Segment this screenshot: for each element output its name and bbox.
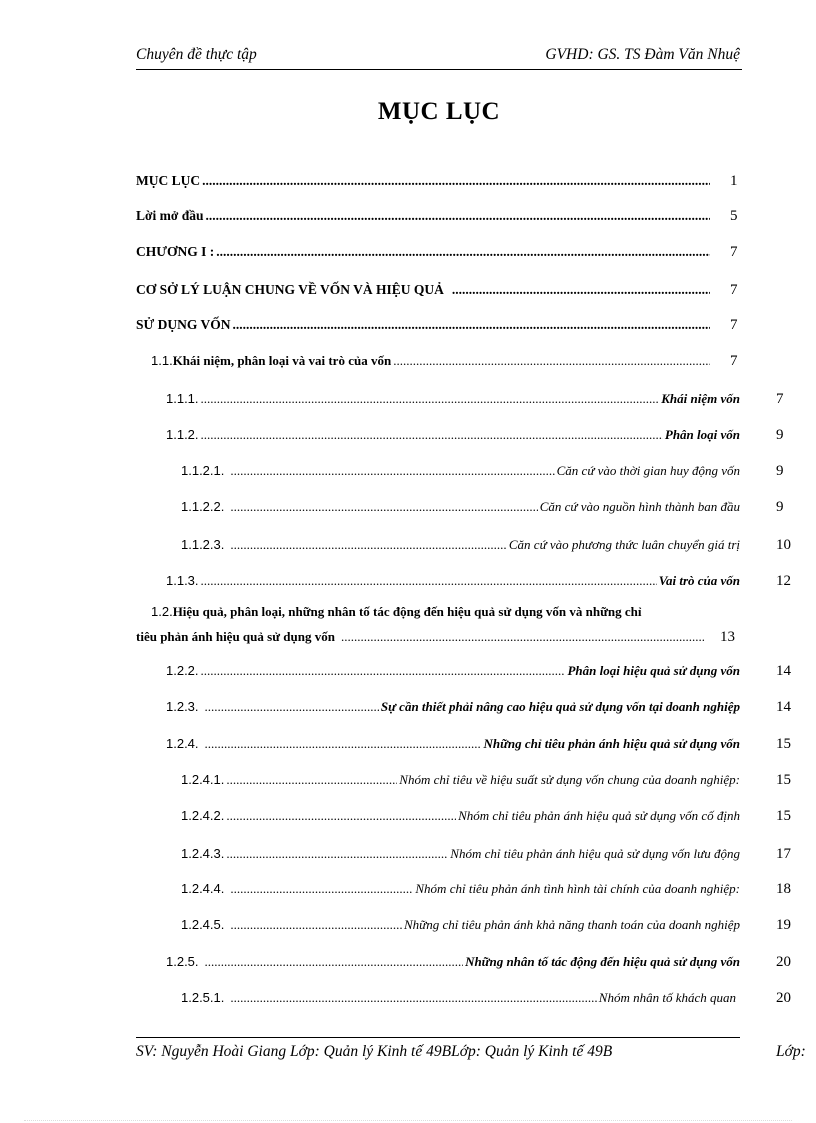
toc-entry[interactable]: 1.2.4. ..... Những chỉ tiêu phản ánh hiệu quả sử dụng vốn bbox=[166, 736, 740, 758]
toc-page: 7 bbox=[776, 391, 784, 407]
toc-page: 17 bbox=[776, 846, 791, 862]
header-rule bbox=[136, 69, 742, 70]
toc-entry[interactable]: CHƯƠNG I : ..... bbox=[136, 244, 712, 266]
toc-page: 1 bbox=[730, 173, 738, 189]
toc-page: 12 bbox=[776, 573, 791, 589]
toc-page: 7 bbox=[730, 317, 738, 333]
toc-page: 9 bbox=[776, 427, 784, 443]
toc-entry[interactable]: 1.2.4.2. ..... Nhóm chỉ tiêu phản ánh hiệu quả sử dụng vốn cố định bbox=[181, 808, 740, 830]
toc-entry[interactable]: 1.2.4.5. ..... Những chỉ tiêu phản ánh khả năng thanh toán của doanh nghiệp bbox=[181, 917, 740, 939]
page-bottom-border bbox=[24, 1120, 792, 1121]
header-right: GVHD: GS. TS Đàm Văn Nhuệ bbox=[545, 46, 740, 63]
toc-page: 9 bbox=[776, 463, 784, 479]
toc-page: 5 bbox=[730, 208, 738, 224]
page-title: MỤC LỤC bbox=[377, 98, 501, 125]
toc-page: 7 bbox=[730, 244, 738, 260]
toc-page: 18 bbox=[776, 881, 791, 897]
toc-page: 14 bbox=[776, 663, 791, 679]
toc-page: 15 bbox=[776, 808, 791, 824]
page-header bbox=[136, 46, 740, 68]
footer-right: Lớp: bbox=[776, 1043, 806, 1060]
toc-entry[interactable]: 1.1.2. ..... Phân loại vốn bbox=[166, 427, 740, 449]
toc-entry[interactable]: 1.2.4.1. ..... Nhóm chỉ tiêu về hiệu suất sử dụng vốn chung của doanh nghiệp: bbox=[181, 772, 740, 794]
toc-entry[interactable]: 1.1.1. ..... Khái niệm vốn bbox=[166, 391, 740, 413]
toc-page: 20 bbox=[776, 990, 791, 1006]
toc-entry[interactable]: 1.2. Hiệu quả, phân loại, những nhân tố tác động đến hiệu quả sử dụng vốn và những chỉ bbox=[151, 604, 642, 619]
toc-page: 7 bbox=[730, 282, 738, 298]
header-left: Chuyên đề thực tập bbox=[136, 46, 257, 63]
toc-page: 15 bbox=[776, 772, 791, 788]
toc-entry[interactable]: 1.2.5.1. ..... Nhóm nhân tố khách quan bbox=[181, 990, 736, 1012]
toc-entry[interactable]: 1.1.2.1. ..... Căn cứ vào thời gian huy động vốn bbox=[181, 463, 740, 485]
toc-page: 10 bbox=[776, 537, 791, 553]
toc-page: 14 bbox=[776, 699, 791, 715]
toc-entry[interactable]: 1.2.4.3. ..... Nhóm chỉ tiêu phản ánh hiệu quả sử dụng vốn lưu động bbox=[181, 846, 740, 868]
toc-page: 7 bbox=[730, 353, 738, 369]
toc-entry[interactable]: 1.2.4.4. ..... Nhóm chỉ tiêu phản ánh tình hình tài chính của doanh nghiệp: bbox=[181, 881, 740, 903]
toc-entry[interactable]: SỬ DỤNG VỐN ..... bbox=[136, 317, 712, 339]
toc-entry[interactable]: MỤC LỤC ..... bbox=[136, 173, 712, 195]
toc-page: 15 bbox=[776, 736, 791, 752]
toc-entry[interactable]: 1.1.2.3. ..... Căn cứ vào phương thức luân chuyển giá trị bbox=[181, 537, 740, 559]
toc-page: 13 bbox=[720, 629, 735, 645]
footer-left: SV: Nguyễn Hoài Giang Lớp: Quản lý Kinh tế 49BLớp: Quản lý Kinh tế 49B bbox=[136, 1043, 613, 1060]
toc-entry[interactable]: Lời mở đầu ..... bbox=[136, 208, 712, 230]
toc-entry[interactable]: 1.1. Khái niệm, phân loại và vai trò của vốn ..... bbox=[151, 353, 712, 375]
toc-entry[interactable]: 1.2.5. ..... Những nhân tố tác động đến hiệu quả sử dụng vốn bbox=[166, 954, 740, 976]
toc-entry[interactable]: 1.1.3. ..... Vai trò của vốn bbox=[166, 573, 740, 595]
toc-entry[interactable]: 1.2.2. ..... Phân loại hiệu quả sử dụng vốn bbox=[166, 663, 740, 685]
toc-entry-continuation[interactable]: tiêu phản ánh hiệu quả sử dụng vốn ..... bbox=[136, 629, 706, 651]
toc-entry[interactable]: CƠ SỞ LÝ LUẬN CHUNG VỀ VỐN VÀ HIỆU QUẢ ..... bbox=[136, 282, 712, 304]
toc-entry[interactable]: 1.1.2.2. ..... Căn cứ vào nguồn hình thành ban đầu bbox=[181, 499, 740, 521]
toc-entry[interactable]: 1.2.3. ..... Sự cần thiết phải nâng cao hiệu quả sử dụng vốn tại doanh nghiệp bbox=[166, 699, 740, 721]
toc-page: 20 bbox=[776, 954, 791, 970]
footer-rule bbox=[136, 1037, 740, 1038]
toc-page: 19 bbox=[776, 917, 791, 933]
toc-page: 9 bbox=[776, 499, 784, 515]
